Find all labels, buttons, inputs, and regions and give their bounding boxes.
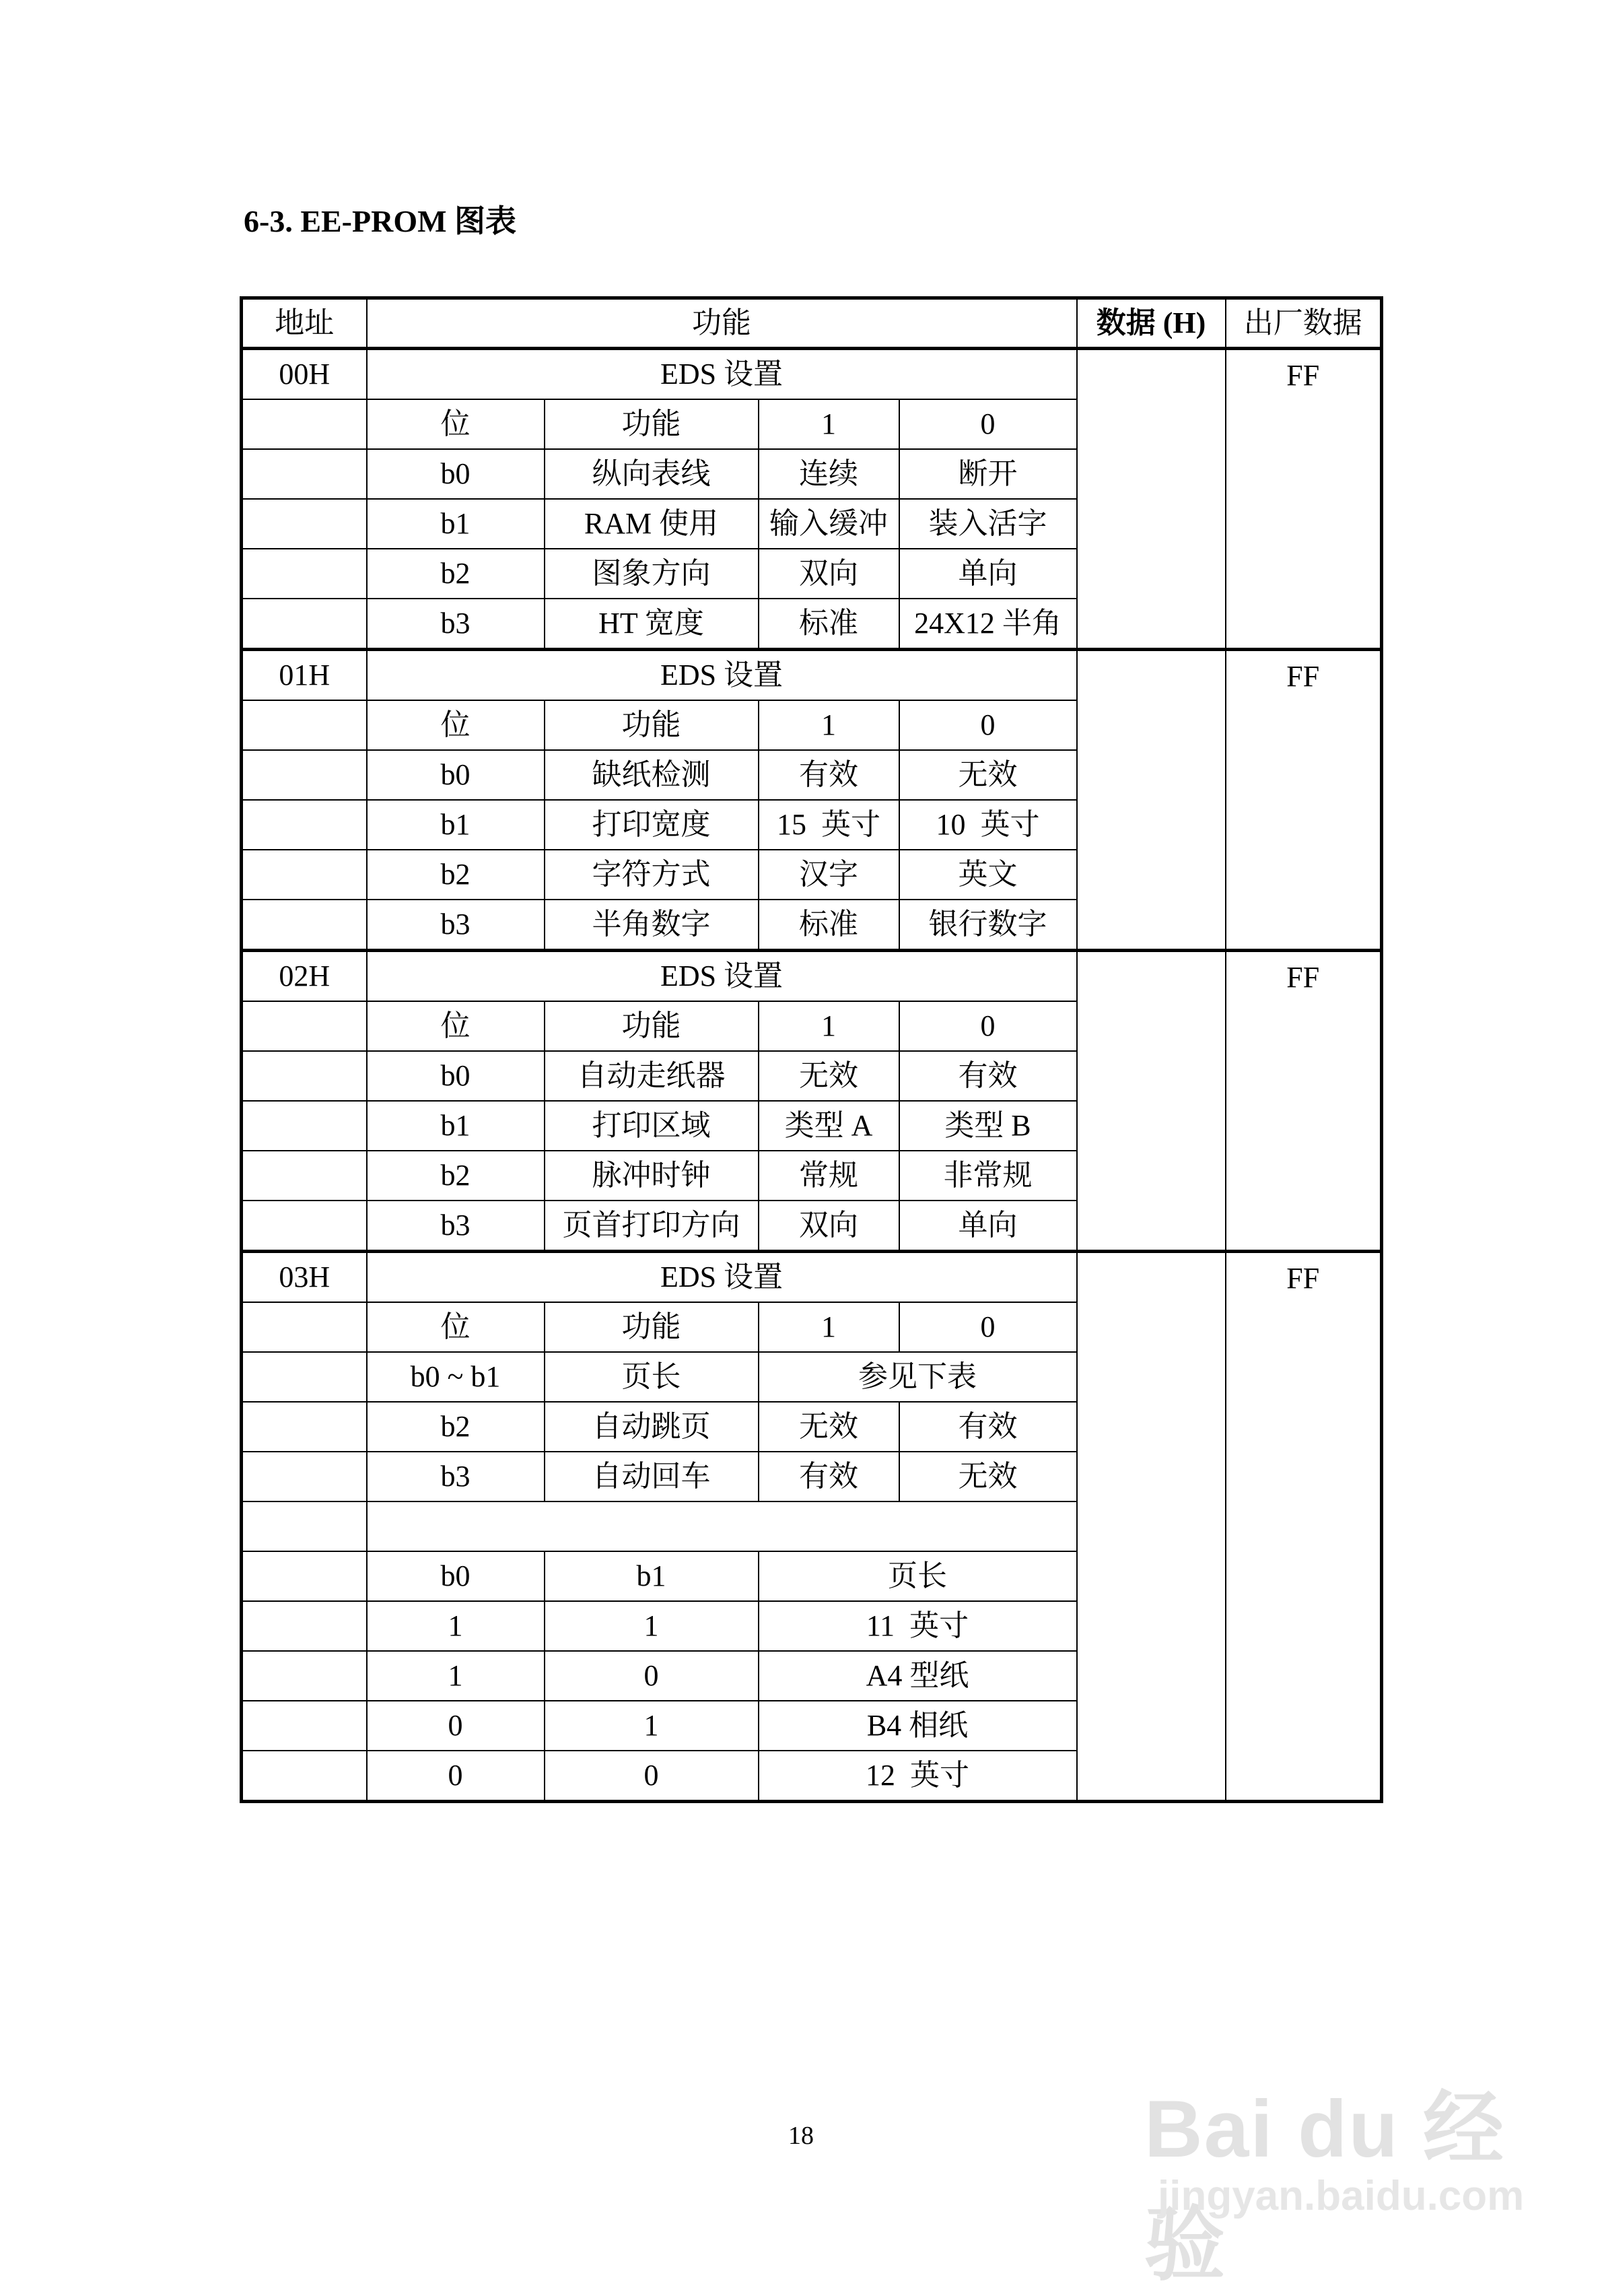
col-label-1: 1 <box>759 1302 899 1352</box>
value-1-cell: 双向 <box>759 1201 899 1252</box>
empty-cell <box>242 1701 367 1751</box>
factory-cell: FF <box>1226 1252 1382 1802</box>
pl-header-b1: b1 <box>545 1551 759 1601</box>
col-label-0: 0 <box>899 1302 1077 1352</box>
function-cell: 半角数字 <box>545 900 759 951</box>
value-1-cell: 无效 <box>759 1051 899 1101</box>
empty-cell <box>242 1001 367 1051</box>
empty-cell <box>242 700 367 750</box>
empty-cell <box>242 399 367 449</box>
function-cell: 字符方式 <box>545 850 759 900</box>
col-label-1: 1 <box>759 1001 899 1051</box>
col-label-bit: 位 <box>367 700 545 750</box>
col-label-1: 1 <box>759 399 899 449</box>
value-1-cell: 15 英寸 <box>759 800 899 850</box>
col-label-1: 1 <box>759 700 899 750</box>
pl-header-b0: b0 <box>367 1551 545 1601</box>
bit-cell: b0 <box>367 1051 545 1101</box>
col-label-function: 功能 <box>545 1001 759 1051</box>
value-0-cell: 英文 <box>899 850 1077 900</box>
empty-cell <box>242 1402 367 1452</box>
section-title: EDS 设置 <box>367 349 1077 400</box>
col-label-0: 0 <box>899 399 1077 449</box>
watermark-logo: Bai du 经验 <box>1144 2084 1506 2290</box>
function-cell: 自动回车 <box>545 1452 759 1501</box>
bit-cell: b1 <box>367 800 545 850</box>
value-0-cell: 单向 <box>899 549 1077 599</box>
bit-cell: b2 <box>367 1402 545 1452</box>
value-1-cell: 双向 <box>759 549 899 599</box>
pl-b1-cell: 0 <box>545 1751 759 1802</box>
pl-length-cell: 12 英寸 <box>759 1751 1077 1802</box>
data-cell <box>1077 951 1226 1252</box>
value-0-cell: 单向 <box>899 1201 1077 1252</box>
empty-cell <box>242 1501 367 1551</box>
empty-cell <box>242 1051 367 1101</box>
function-cell: 自动走纸器 <box>545 1051 759 1101</box>
empty-cell <box>242 1101 367 1151</box>
section-00h-title-row <box>242 349 1382 400</box>
section-01h-title-row <box>242 650 1382 701</box>
function-cell: 自动跳页 <box>545 1402 759 1452</box>
value-0-cell: 非常规 <box>899 1151 1077 1201</box>
value-1-cell: 汉字 <box>759 850 899 900</box>
pl-length-cell: A4 型纸 <box>759 1651 1077 1701</box>
value-1-cell: 类型 A <box>759 1101 899 1151</box>
empty-cell <box>242 599 367 650</box>
page-number: 18 <box>788 2122 814 2150</box>
value-1-cell: 无效 <box>759 1402 899 1452</box>
factory-cell: FF <box>1226 349 1382 650</box>
section-03h-title-row <box>242 1252 1382 1303</box>
eeprom-table <box>240 296 1383 1803</box>
bit-cell: b2 <box>367 549 545 599</box>
function-cell: 缺纸检测 <box>545 750 759 800</box>
value-0-cell: 24X12 半角 <box>899 599 1077 650</box>
value-1-cell: 有效 <box>759 750 899 800</box>
pl-b1-cell: 1 <box>545 1601 759 1651</box>
empty-cell <box>242 1601 367 1651</box>
empty-cell <box>242 1651 367 1701</box>
value-0-cell: 有效 <box>899 1402 1077 1452</box>
col-label-bit: 位 <box>367 399 545 449</box>
bit-cell: b0 ~ b1 <box>367 1352 545 1402</box>
bit-cell: b2 <box>367 1151 545 1201</box>
pl-b0-cell: 0 <box>367 1751 545 1802</box>
value-1-cell: 常规 <box>759 1151 899 1201</box>
data-cell <box>1077 1252 1226 1802</box>
col-label-function: 功能 <box>545 399 759 449</box>
empty-cell <box>242 1302 367 1352</box>
table-header-row <box>242 298 1382 349</box>
section-title: EDS 设置 <box>367 1252 1077 1303</box>
value-0-cell: 类型 B <box>899 1101 1077 1151</box>
header-data: 数据 (H) <box>1077 298 1226 349</box>
function-cell: 页长 <box>545 1352 759 1402</box>
col-label-bit: 位 <box>367 1001 545 1051</box>
data-cell <box>1077 349 1226 650</box>
col-label-function: 功能 <box>545 1302 759 1352</box>
value-1-cell: 有效 <box>759 1452 899 1501</box>
value-0-cell: 银行数字 <box>899 900 1077 951</box>
address-cell: 02H <box>242 951 367 1002</box>
data-cell <box>1077 650 1226 951</box>
pl-b0-cell: 1 <box>367 1601 545 1651</box>
bit-cell: b1 <box>367 499 545 549</box>
section-title: EDS 设置 <box>367 951 1077 1002</box>
value-0-cell: 无效 <box>899 750 1077 800</box>
empty-cell <box>242 1151 367 1201</box>
function-cell: 图象方向 <box>545 549 759 599</box>
page-heading: 6-3. EE-PROM 图表 <box>244 204 517 238</box>
pl-b1-cell: 0 <box>545 1651 759 1701</box>
empty-cell <box>242 1201 367 1252</box>
empty-cell <box>242 1352 367 1402</box>
empty-cell <box>242 850 367 900</box>
address-cell: 03H <box>242 1252 367 1303</box>
value-0-cell: 有效 <box>899 1051 1077 1101</box>
empty-cell <box>242 549 367 599</box>
bit-cell: b0 <box>367 750 545 800</box>
empty-cell <box>242 750 367 800</box>
empty-cell <box>242 900 367 951</box>
value-1-cell: 输入缓冲 <box>759 499 899 549</box>
function-cell: 脉冲时钟 <box>545 1151 759 1201</box>
col-label-0: 0 <box>899 1001 1077 1051</box>
function-cell: 页首打印方向 <box>545 1201 759 1252</box>
bit-cell: b3 <box>367 599 545 650</box>
bit-cell: b0 <box>367 449 545 499</box>
bit-cell: b2 <box>367 850 545 900</box>
empty-cell <box>367 1501 1077 1551</box>
function-cell: HT 宽度 <box>545 599 759 650</box>
empty-cell <box>242 800 367 850</box>
empty-cell <box>242 499 367 549</box>
value-1-cell: 标准 <box>759 900 899 951</box>
address-cell: 01H <box>242 650 367 701</box>
col-label-0: 0 <box>899 700 1077 750</box>
function-cell: RAM 使用 <box>545 499 759 549</box>
header-factory: 出厂数据 <box>1226 298 1382 349</box>
empty-cell <box>242 449 367 499</box>
value-0-cell: 无效 <box>899 1452 1077 1501</box>
function-cell: 打印区域 <box>545 1101 759 1151</box>
pl-b0-cell: 1 <box>367 1651 545 1701</box>
section-02h-title-row <box>242 951 1382 1002</box>
col-label-function: 功能 <box>545 700 759 750</box>
watermark-url: jingyan.baidu.com <box>1158 2173 1525 2219</box>
bit-cell: b1 <box>367 1101 545 1151</box>
pl-header-length: 页长 <box>759 1551 1077 1601</box>
bit-cell: b3 <box>367 1201 545 1252</box>
value-1-cell: 标准 <box>759 599 899 650</box>
value-0-cell: 装入活字 <box>899 499 1077 549</box>
factory-cell: FF <box>1226 650 1382 951</box>
address-cell: 00H <box>242 349 367 400</box>
function-cell: 打印宽度 <box>545 800 759 850</box>
empty-cell <box>242 1751 367 1802</box>
header-address: 地址 <box>242 298 367 349</box>
section-title: EDS 设置 <box>367 650 1077 701</box>
value-1-cell: 连续 <box>759 449 899 499</box>
pl-length-cell: B4 相纸 <box>759 1701 1077 1751</box>
value-0-cell: 断开 <box>899 449 1077 499</box>
bit-cell: b3 <box>367 1452 545 1501</box>
note-cell: 参见下表 <box>759 1352 1077 1402</box>
pl-length-cell: 11 英寸 <box>759 1601 1077 1651</box>
empty-cell <box>242 1452 367 1501</box>
pl-b1-cell: 1 <box>545 1701 759 1751</box>
factory-cell: FF <box>1226 951 1382 1252</box>
function-cell: 纵向表线 <box>545 449 759 499</box>
bit-cell: b3 <box>367 900 545 951</box>
col-label-bit: 位 <box>367 1302 545 1352</box>
value-0-cell: 10 英寸 <box>899 800 1077 850</box>
header-function: 功能 <box>367 298 1077 349</box>
pl-b0-cell: 0 <box>367 1701 545 1751</box>
empty-cell <box>242 1551 367 1601</box>
baidu-jingyan-watermark <box>1144 2059 1525 2290</box>
